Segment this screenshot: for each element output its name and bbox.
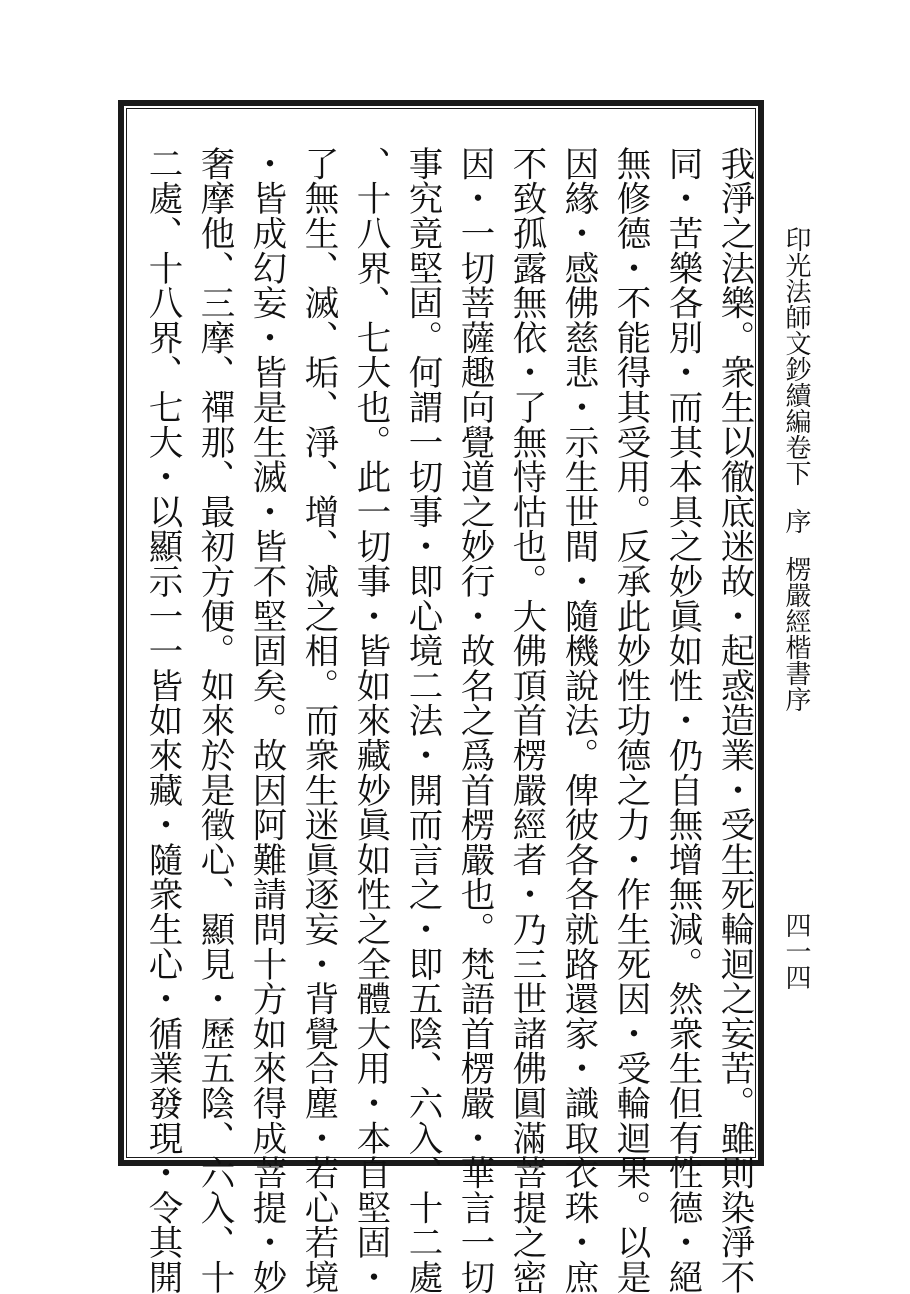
text-column-6: 因・一切菩薩趣向覺道之妙行・故名之爲首楞嚴也。梵語首楞嚴・華言一切 [454,146,494,1294]
running-header [775,226,809,712]
page-number: 四一四 [781,912,811,990]
book-title: 印光法師文鈔續編卷下 [781,226,811,486]
text-column-11: 奢摩他、三摩、禪那、最初方便。如來於是徵心、顯見・歷五陰、六入、十 [194,146,234,1294]
text-column-12: 二處、十八界、七大・以顯示一一皆如來藏・隨衆生心・循業發現・令其開 [142,146,182,1294]
text-column-4: 因緣・感佛慈悲・示生世間・隨機說法。俾彼各各就路還家・識取衣珠・庶 [558,146,598,1294]
text-column-8: 、十八界、七大也。此一切事・皆如來藏妙眞如性之全體大用・本自堅固・ [350,146,390,1294]
text-column-10: ・皆成幻妄・皆是生滅・皆不堅固矣。故因阿難請問十方如來得成菩提・妙 [246,146,286,1294]
text-column-5: 不致孤露無依・了無恃怙也。大佛頂首楞嚴經者・乃三世諸佛圓滿菩提之密 [506,146,546,1294]
text-column-3: 無修德・不能得其受用。反承此妙性功德之力・作生死因・受輪迴果。以是 [610,146,650,1294]
text-column-9: 了無生、滅、垢、淨、增、減之相。而衆生迷眞逐妄・背覺合塵・若心若境 [298,146,338,1294]
section-label: 序 [781,508,811,534]
text-column-1: 我淨之法樂。衆生以徹底迷故・起惑造業・受生死輪迴之妄苦。雖則染淨不 [714,146,754,1294]
text-column-2: 同・苦樂各別・而其本具之妙眞如性・仍自無增無減。然衆生但有性德・絕 [662,146,702,1294]
text-column-7: 事究竟堅固。何謂一切事・即心境二法・開而言之・即五陰、六入、十二處 [402,146,442,1294]
chapter-title: 楞嚴經楷書序 [781,556,811,712]
